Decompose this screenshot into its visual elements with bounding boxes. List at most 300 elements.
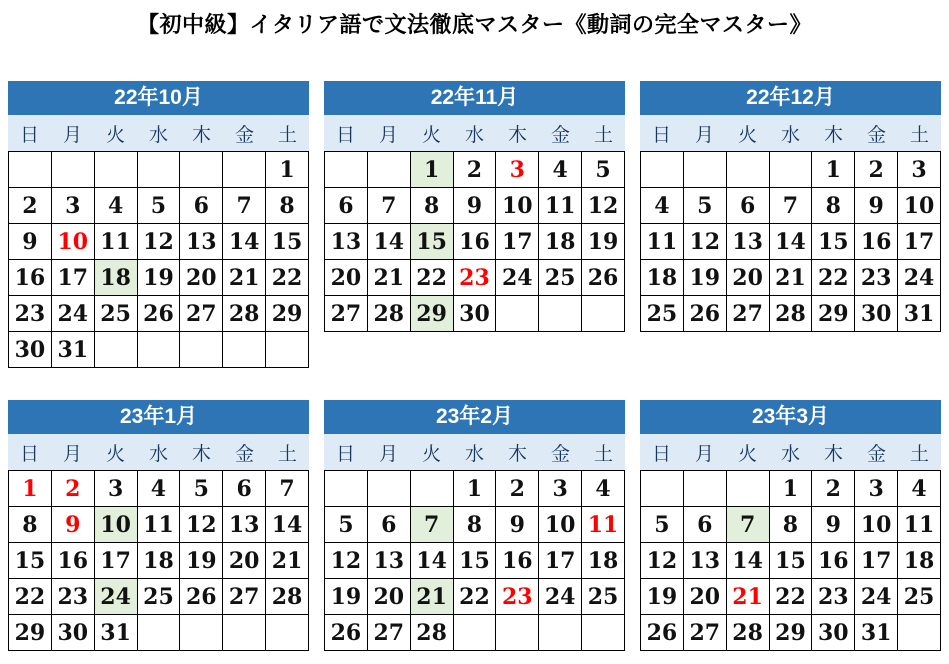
week-row xyxy=(641,188,941,224)
day-cell: 4 xyxy=(641,188,684,224)
day-cell: 29 xyxy=(410,296,453,332)
weekday-label: 日 xyxy=(335,443,355,465)
empty-day-cell xyxy=(180,152,223,188)
date-grid-body xyxy=(641,471,941,651)
day-cell: 14 xyxy=(367,224,410,260)
day-cell: 17 xyxy=(855,543,898,579)
day-cell: 20 xyxy=(367,579,410,615)
day-cell: 6 xyxy=(726,188,769,224)
week-row xyxy=(9,471,309,507)
date-grid xyxy=(324,470,625,651)
day-cell: 1 xyxy=(410,152,453,188)
day-cell: 7 xyxy=(367,188,410,224)
weekday-label: 日 xyxy=(19,443,39,465)
day-cell: 30 xyxy=(812,615,855,651)
date-grid xyxy=(8,151,309,368)
day-cell: 26 xyxy=(683,296,726,332)
empty-day-cell xyxy=(683,152,726,188)
day-cell: 11 xyxy=(94,224,137,260)
day-cell: 19 xyxy=(180,543,223,579)
day-cell: 6 xyxy=(683,507,726,543)
day-cell: 31 xyxy=(51,332,94,368)
day-cell: 13 xyxy=(325,224,368,260)
date-grid-body xyxy=(641,152,941,332)
day-cell: 5 xyxy=(582,152,625,188)
empty-day-cell xyxy=(266,615,309,651)
day-cell: 4 xyxy=(898,471,941,507)
day-cell: 4 xyxy=(539,152,582,188)
day-cell: 12 xyxy=(641,543,684,579)
empty-day-cell xyxy=(367,471,410,507)
day-cell: 15 xyxy=(9,543,52,579)
day-cell: 22 xyxy=(9,579,52,615)
day-cell: 9 xyxy=(855,188,898,224)
day-cell: 18 xyxy=(94,260,137,296)
day-cell: 23 xyxy=(496,579,539,615)
empty-day-cell xyxy=(266,332,309,368)
day-cell: 16 xyxy=(9,260,52,296)
week-row xyxy=(9,615,309,651)
day-cell: 8 xyxy=(9,507,52,543)
day-cell: 2 xyxy=(453,152,496,188)
empty-day-cell xyxy=(641,152,684,188)
day-cell: 15 xyxy=(769,543,812,579)
day-cell: 30 xyxy=(51,615,94,651)
day-cell: 17 xyxy=(51,260,94,296)
date-grid-body xyxy=(9,152,309,368)
day-cell: 9 xyxy=(496,507,539,543)
day-cell: 24 xyxy=(496,260,539,296)
weekday-label: 木 xyxy=(191,443,211,465)
day-cell: 8 xyxy=(812,188,855,224)
date-grid xyxy=(640,151,941,332)
week-row xyxy=(641,615,941,651)
calendar-month-label: 22年11月 xyxy=(324,81,625,115)
day-cell: 4 xyxy=(94,188,137,224)
day-cell: 14 xyxy=(769,224,812,260)
weekday-label: 火 xyxy=(737,124,757,146)
day-cell: 20 xyxy=(683,579,726,615)
weekday-label: 木 xyxy=(507,443,527,465)
day-cell: 18 xyxy=(582,543,625,579)
weekday-label: 土 xyxy=(593,443,613,465)
empty-day-cell xyxy=(496,296,539,332)
day-cell: 2 xyxy=(51,471,94,507)
day-cell: 27 xyxy=(683,615,726,651)
day-cell: 1 xyxy=(9,471,52,507)
weekday-label: 水 xyxy=(780,443,800,465)
day-cell: 23 xyxy=(9,296,52,332)
day-cell: 27 xyxy=(325,296,368,332)
day-cell: 3 xyxy=(496,152,539,188)
day-cell: 2 xyxy=(9,188,52,224)
day-cell: 2 xyxy=(855,152,898,188)
day-cell: 22 xyxy=(812,260,855,296)
day-cell: 21 xyxy=(266,543,309,579)
day-cell: 24 xyxy=(898,260,941,296)
empty-day-cell xyxy=(180,332,223,368)
day-cell: 3 xyxy=(855,471,898,507)
weekday-label: 月 xyxy=(62,443,82,465)
week-row xyxy=(9,332,309,368)
week-row xyxy=(325,296,625,332)
day-cell: 8 xyxy=(453,507,496,543)
weekday-label: 月 xyxy=(694,124,714,146)
day-cell: 30 xyxy=(9,332,52,368)
empty-day-cell xyxy=(137,152,180,188)
day-cell: 28 xyxy=(769,296,812,332)
day-cell: 31 xyxy=(855,615,898,651)
weekday-label: 日 xyxy=(335,124,355,146)
calendar-month-label: 23年2月 xyxy=(324,400,625,434)
month-calendar xyxy=(8,400,309,651)
weekday-label: 日 xyxy=(19,124,39,146)
calendar-month-label: 23年1月 xyxy=(8,400,309,434)
weekday-label: 火 xyxy=(105,124,125,146)
date-grid-body xyxy=(325,152,625,332)
day-cell: 5 xyxy=(325,507,368,543)
day-cell: 27 xyxy=(180,296,223,332)
empty-day-cell xyxy=(496,615,539,651)
day-cell: 7 xyxy=(266,471,309,507)
day-cell: 8 xyxy=(769,507,812,543)
weekday-label: 木 xyxy=(507,124,527,146)
week-row xyxy=(641,296,941,332)
day-cell: 10 xyxy=(94,507,137,543)
weekday-label: 月 xyxy=(62,124,82,146)
day-cell: 20 xyxy=(325,260,368,296)
day-cell: 28 xyxy=(410,615,453,651)
day-cell: 6 xyxy=(180,188,223,224)
weekday-label: 水 xyxy=(780,124,800,146)
day-cell: 17 xyxy=(496,224,539,260)
day-cell: 15 xyxy=(266,224,309,260)
weekday-label: 日 xyxy=(651,443,671,465)
week-row xyxy=(325,152,625,188)
day-cell: 6 xyxy=(223,471,266,507)
empty-day-cell xyxy=(180,615,223,651)
empty-day-cell xyxy=(367,152,410,188)
weekday-label: 月 xyxy=(694,443,714,465)
week-row xyxy=(641,260,941,296)
weekday-row xyxy=(324,115,625,151)
empty-day-cell xyxy=(641,471,684,507)
day-cell: 25 xyxy=(641,296,684,332)
month-calendar xyxy=(324,400,625,651)
month-calendar xyxy=(640,81,941,332)
day-cell: 28 xyxy=(367,296,410,332)
day-cell: 13 xyxy=(683,543,726,579)
day-cell: 22 xyxy=(410,260,453,296)
weekday-label: 土 xyxy=(277,124,297,146)
date-grid xyxy=(640,470,941,651)
day-cell: 26 xyxy=(641,615,684,651)
day-cell: 21 xyxy=(410,579,453,615)
weekday-label: 水 xyxy=(464,124,484,146)
calendar-grid xyxy=(0,81,949,651)
day-cell: 29 xyxy=(812,296,855,332)
calendar-month-label: 22年12月 xyxy=(640,81,941,115)
day-cell: 13 xyxy=(223,507,266,543)
day-cell: 27 xyxy=(726,296,769,332)
day-cell: 3 xyxy=(94,471,137,507)
day-cell: 11 xyxy=(582,507,625,543)
empty-day-cell xyxy=(137,332,180,368)
day-cell: 20 xyxy=(223,543,266,579)
day-cell: 25 xyxy=(94,296,137,332)
week-row xyxy=(641,543,941,579)
empty-day-cell xyxy=(325,471,368,507)
day-cell: 13 xyxy=(180,224,223,260)
empty-day-cell xyxy=(94,332,137,368)
day-cell: 6 xyxy=(367,507,410,543)
day-cell: 30 xyxy=(855,296,898,332)
day-cell: 15 xyxy=(453,543,496,579)
empty-day-cell xyxy=(223,152,266,188)
empty-day-cell xyxy=(582,615,625,651)
day-cell: 24 xyxy=(539,579,582,615)
day-cell: 26 xyxy=(180,579,223,615)
day-cell: 9 xyxy=(453,188,496,224)
day-cell: 15 xyxy=(410,224,453,260)
day-cell: 26 xyxy=(582,260,625,296)
day-cell: 17 xyxy=(94,543,137,579)
day-cell: 18 xyxy=(539,224,582,260)
day-cell: 10 xyxy=(539,507,582,543)
date-grid-body xyxy=(325,471,625,651)
day-cell: 28 xyxy=(726,615,769,651)
day-cell: 8 xyxy=(410,188,453,224)
day-cell: 9 xyxy=(51,507,94,543)
day-cell: 14 xyxy=(410,543,453,579)
day-cell: 14 xyxy=(726,543,769,579)
day-cell: 21 xyxy=(223,260,266,296)
weekday-label: 金 xyxy=(866,443,886,465)
day-cell: 27 xyxy=(367,615,410,651)
week-row xyxy=(641,507,941,543)
weekday-label: 月 xyxy=(378,124,398,146)
weekday-label: 金 xyxy=(550,443,570,465)
date-grid xyxy=(8,470,309,651)
weekday-label: 金 xyxy=(234,443,254,465)
date-grid xyxy=(324,151,625,332)
empty-day-cell xyxy=(769,152,812,188)
day-cell: 12 xyxy=(180,507,223,543)
day-cell: 2 xyxy=(496,471,539,507)
day-cell: 17 xyxy=(539,543,582,579)
week-row xyxy=(325,579,625,615)
day-cell: 7 xyxy=(726,507,769,543)
empty-day-cell xyxy=(223,615,266,651)
day-cell: 13 xyxy=(726,224,769,260)
day-cell: 3 xyxy=(539,471,582,507)
day-cell: 25 xyxy=(137,579,180,615)
empty-day-cell xyxy=(453,615,496,651)
empty-day-cell xyxy=(9,152,52,188)
empty-day-cell xyxy=(223,332,266,368)
week-row xyxy=(9,579,309,615)
day-cell: 21 xyxy=(367,260,410,296)
calendar-month-label: 22年10月 xyxy=(8,81,309,115)
day-cell: 26 xyxy=(325,615,368,651)
week-row xyxy=(9,543,309,579)
day-cell: 5 xyxy=(683,188,726,224)
day-cell: 22 xyxy=(453,579,496,615)
empty-day-cell xyxy=(410,471,453,507)
week-row xyxy=(9,188,309,224)
weekday-label: 日 xyxy=(651,124,671,146)
empty-day-cell xyxy=(898,615,941,651)
empty-day-cell xyxy=(539,296,582,332)
day-cell: 19 xyxy=(641,579,684,615)
day-cell: 19 xyxy=(582,224,625,260)
day-cell: 31 xyxy=(94,615,137,651)
empty-day-cell xyxy=(51,152,94,188)
weekday-label: 木 xyxy=(823,124,843,146)
week-row xyxy=(325,507,625,543)
day-cell: 31 xyxy=(898,296,941,332)
day-cell: 23 xyxy=(453,260,496,296)
day-cell: 12 xyxy=(137,224,180,260)
day-cell: 12 xyxy=(683,224,726,260)
empty-day-cell xyxy=(726,471,769,507)
day-cell: 27 xyxy=(223,579,266,615)
day-cell: 20 xyxy=(726,260,769,296)
day-cell: 21 xyxy=(726,579,769,615)
day-cell: 25 xyxy=(898,579,941,615)
month-calendar xyxy=(324,81,625,332)
day-cell: 4 xyxy=(137,471,180,507)
week-row xyxy=(325,260,625,296)
day-cell: 7 xyxy=(223,188,266,224)
day-cell: 10 xyxy=(898,188,941,224)
day-cell: 22 xyxy=(769,579,812,615)
weekday-label: 火 xyxy=(421,124,441,146)
weekday-label: 木 xyxy=(823,443,843,465)
date-grid-body xyxy=(9,471,309,651)
month-calendar xyxy=(640,400,941,651)
weekday-label: 土 xyxy=(909,124,929,146)
day-cell: 7 xyxy=(769,188,812,224)
day-cell: 29 xyxy=(9,615,52,651)
weekday-label: 火 xyxy=(737,443,757,465)
day-cell: 29 xyxy=(266,296,309,332)
day-cell: 10 xyxy=(496,188,539,224)
day-cell: 14 xyxy=(266,507,309,543)
day-cell: 28 xyxy=(223,296,266,332)
day-cell: 14 xyxy=(223,224,266,260)
weekday-row xyxy=(640,115,941,151)
day-cell: 2 xyxy=(812,471,855,507)
weekday-label: 月 xyxy=(378,443,398,465)
day-cell: 8 xyxy=(266,188,309,224)
day-cell: 16 xyxy=(51,543,94,579)
empty-day-cell xyxy=(683,471,726,507)
empty-day-cell xyxy=(94,152,137,188)
day-cell: 23 xyxy=(51,579,94,615)
day-cell: 20 xyxy=(180,260,223,296)
week-row xyxy=(9,224,309,260)
day-cell: 15 xyxy=(812,224,855,260)
day-cell: 5 xyxy=(137,188,180,224)
day-cell: 23 xyxy=(812,579,855,615)
day-cell: 19 xyxy=(137,260,180,296)
week-row xyxy=(641,224,941,260)
day-cell: 1 xyxy=(266,152,309,188)
weekday-label: 土 xyxy=(909,443,929,465)
calendar-month-label: 23年3月 xyxy=(640,400,941,434)
weekday-label: 金 xyxy=(234,124,254,146)
day-cell: 16 xyxy=(496,543,539,579)
day-cell: 11 xyxy=(898,507,941,543)
day-cell: 24 xyxy=(51,296,94,332)
weekday-label: 火 xyxy=(105,443,125,465)
weekday-label: 土 xyxy=(277,443,297,465)
weekday-label: 土 xyxy=(593,124,613,146)
week-row xyxy=(9,296,309,332)
week-row xyxy=(325,224,625,260)
empty-day-cell xyxy=(325,152,368,188)
day-cell: 11 xyxy=(539,188,582,224)
day-cell: 23 xyxy=(855,260,898,296)
weekday-label: 水 xyxy=(148,124,168,146)
day-cell: 3 xyxy=(51,188,94,224)
day-cell: 26 xyxy=(137,296,180,332)
day-cell: 1 xyxy=(769,471,812,507)
day-cell: 3 xyxy=(898,152,941,188)
day-cell: 24 xyxy=(94,579,137,615)
day-cell: 19 xyxy=(683,260,726,296)
day-cell: 29 xyxy=(769,615,812,651)
day-cell: 30 xyxy=(453,296,496,332)
day-cell: 10 xyxy=(855,507,898,543)
weekday-label: 金 xyxy=(550,124,570,146)
empty-day-cell xyxy=(539,615,582,651)
day-cell: 6 xyxy=(325,188,368,224)
empty-day-cell xyxy=(726,152,769,188)
empty-day-cell xyxy=(137,615,180,651)
week-row xyxy=(641,471,941,507)
day-cell: 9 xyxy=(9,224,52,260)
day-cell: 18 xyxy=(137,543,180,579)
month-calendar xyxy=(8,81,309,368)
day-cell: 13 xyxy=(367,543,410,579)
day-cell: 5 xyxy=(180,471,223,507)
week-row xyxy=(9,507,309,543)
week-row xyxy=(325,471,625,507)
week-row xyxy=(325,188,625,224)
weekday-label: 水 xyxy=(148,443,168,465)
day-cell: 11 xyxy=(137,507,180,543)
week-row xyxy=(641,152,941,188)
weekday-label: 火 xyxy=(421,443,441,465)
day-cell: 7 xyxy=(410,507,453,543)
day-cell: 1 xyxy=(812,152,855,188)
weekday-row xyxy=(640,434,941,470)
day-cell: 25 xyxy=(582,579,625,615)
week-row xyxy=(325,543,625,579)
day-cell: 28 xyxy=(266,579,309,615)
day-cell: 10 xyxy=(51,224,94,260)
weekday-row xyxy=(8,434,309,470)
day-cell: 22 xyxy=(266,260,309,296)
weekday-label: 金 xyxy=(866,124,886,146)
day-cell: 18 xyxy=(898,543,941,579)
day-cell: 12 xyxy=(325,543,368,579)
day-cell: 18 xyxy=(641,260,684,296)
week-row xyxy=(9,260,309,296)
day-cell: 24 xyxy=(855,579,898,615)
